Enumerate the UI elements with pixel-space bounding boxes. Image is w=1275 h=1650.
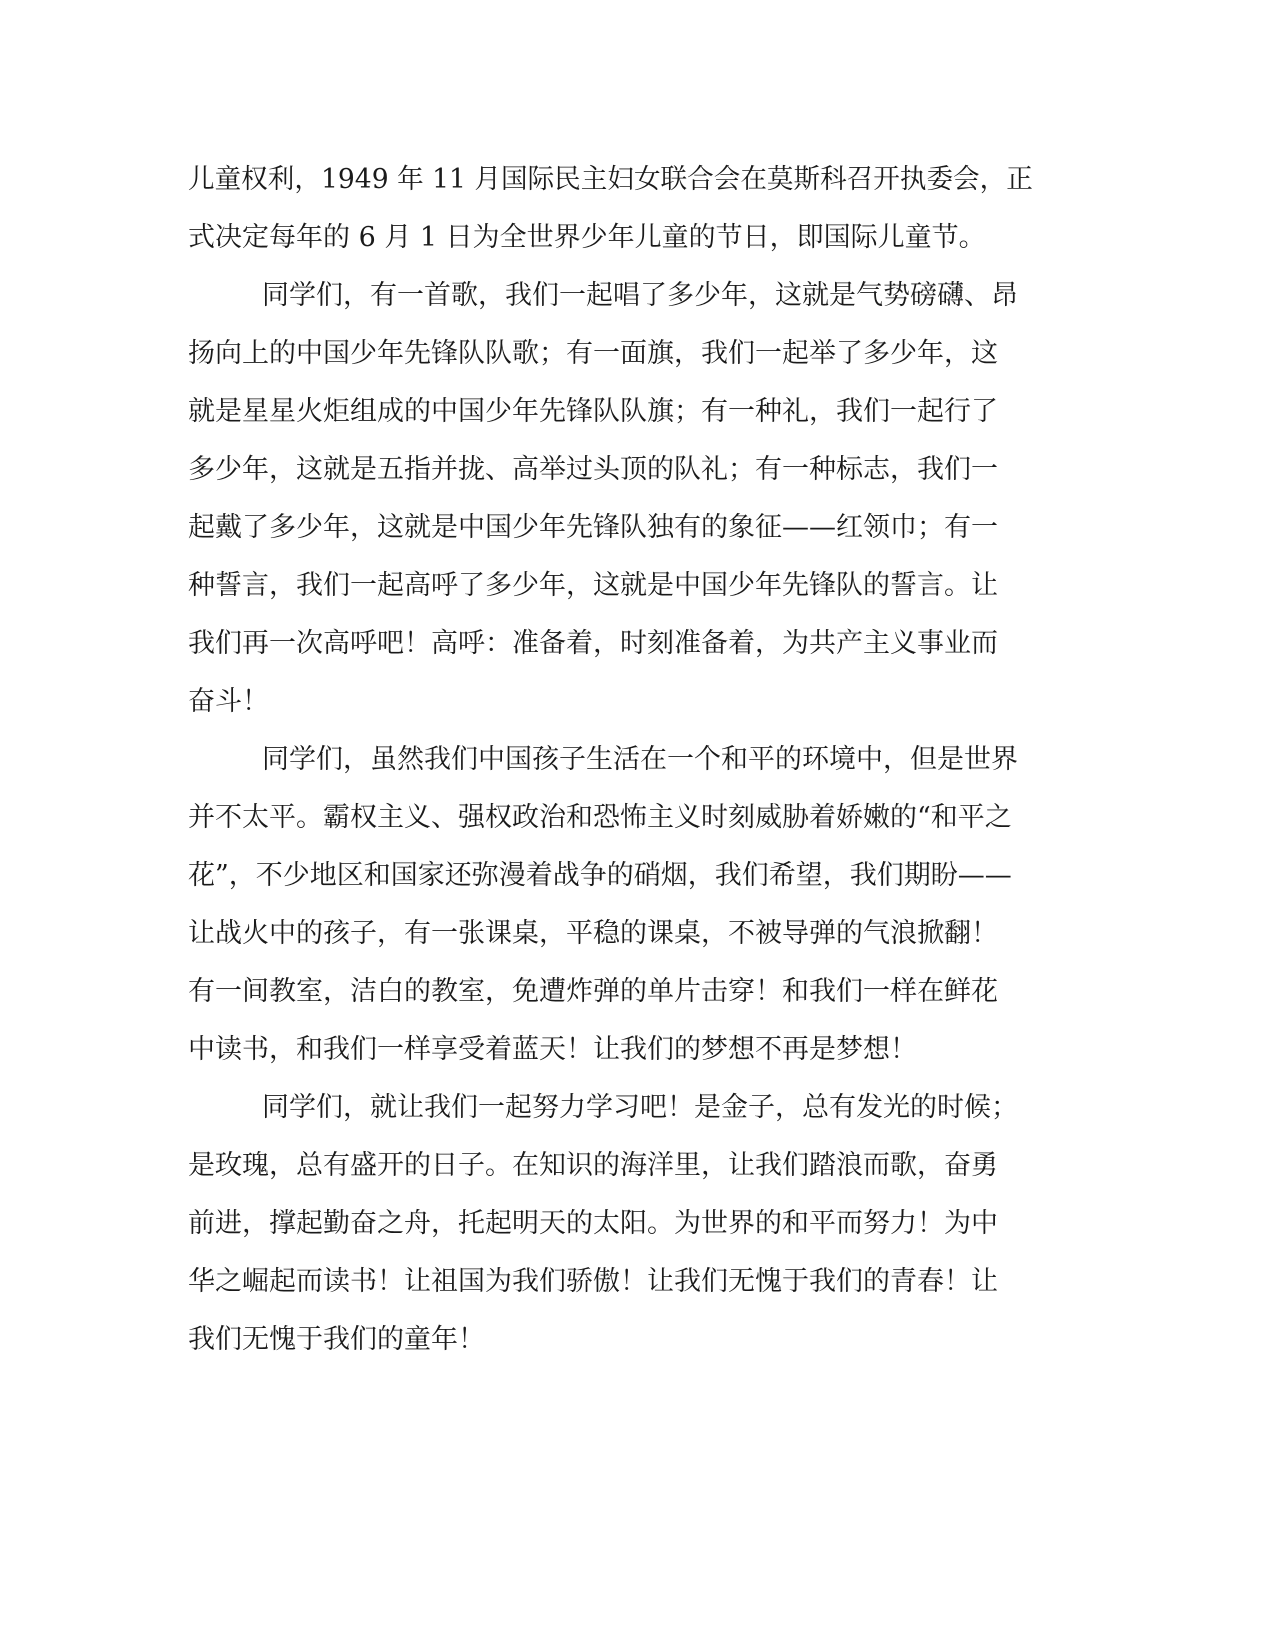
text-line: 是玫瑰，总有盛开的日子。在知识的海洋里，让我们踏浪而歌，奋勇 (188, 1150, 998, 1181)
text-line: 并不太平。霸权主义、强权政治和恐怖主义时刻威胁着娇嫩的“和平之 (188, 802, 1012, 833)
text-line: 种誓言，我们一起高呼了多少年，这就是中国少年先锋队的誓言。让 (188, 570, 998, 601)
text-line: 奋斗！ (188, 686, 269, 717)
text-line: 多少年，这就是五指并拢、高举过头顶的队礼；有一种标志，我们一 (188, 454, 998, 485)
text-line: 华之崛起而读书！让祖国为我们骄傲！让我们无愧于我们的青春！让 (188, 1266, 998, 1297)
text-line: 式决定每年的 6 月 1 日为全世界少年儿童的节日，即国际儿童节。 (188, 222, 986, 253)
paragraph-start-line: 同学们，有一首歌，我们一起唱了多少年，这就是气势磅礴、昂 (262, 280, 1018, 311)
text-line: 让战火中的孩子，有一张课桌，平稳的课桌，不被导弹的气浪掀翻！ (188, 918, 998, 949)
text-line: 有一间教室，洁白的教室，免遭炸弹的单片击穿！和我们一样在鲜花 (188, 976, 998, 1007)
text-line: 前进，撑起勤奋之舟，托起明天的太阳。为世界的和平而努力！为中 (188, 1208, 998, 1239)
text-line: 花”，不少地区和国家还弥漫着战争的硝烟，我们希望，我们期盼—— (188, 860, 1012, 891)
text-line: 起戴了多少年，这就是中国少年先锋队独有的象征——红领巾；有一 (188, 512, 998, 543)
text-line: 扬向上的中国少年先锋队队歌；有一面旗，我们一起举了多少年，这 (188, 338, 998, 369)
text-line: 中读书，和我们一样享受着蓝天！让我们的梦想不再是梦想！ (188, 1034, 917, 1065)
text-line: 我们无愧于我们的童年！ (188, 1324, 485, 1355)
paragraph-start-line: 同学们，就让我们一起努力学习吧！是金子，总有发光的时候； (262, 1092, 1018, 1123)
text-line: 儿童权利，1949 年 11 月国际民主妇女联合会在莫斯科召开执委会，正 (188, 164, 1033, 195)
text-line: 我们再一次高呼吧！高呼：准备着，时刻准备着，为共产主义事业而 (188, 628, 998, 659)
paragraph-start-line: 同学们，虽然我们中国孩子生活在一个和平的环境中，但是世界 (262, 744, 1018, 775)
text-line: 就是星星火炬组成的中国少年先锋队队旗；有一种礼，我们一起行了 (188, 396, 998, 427)
